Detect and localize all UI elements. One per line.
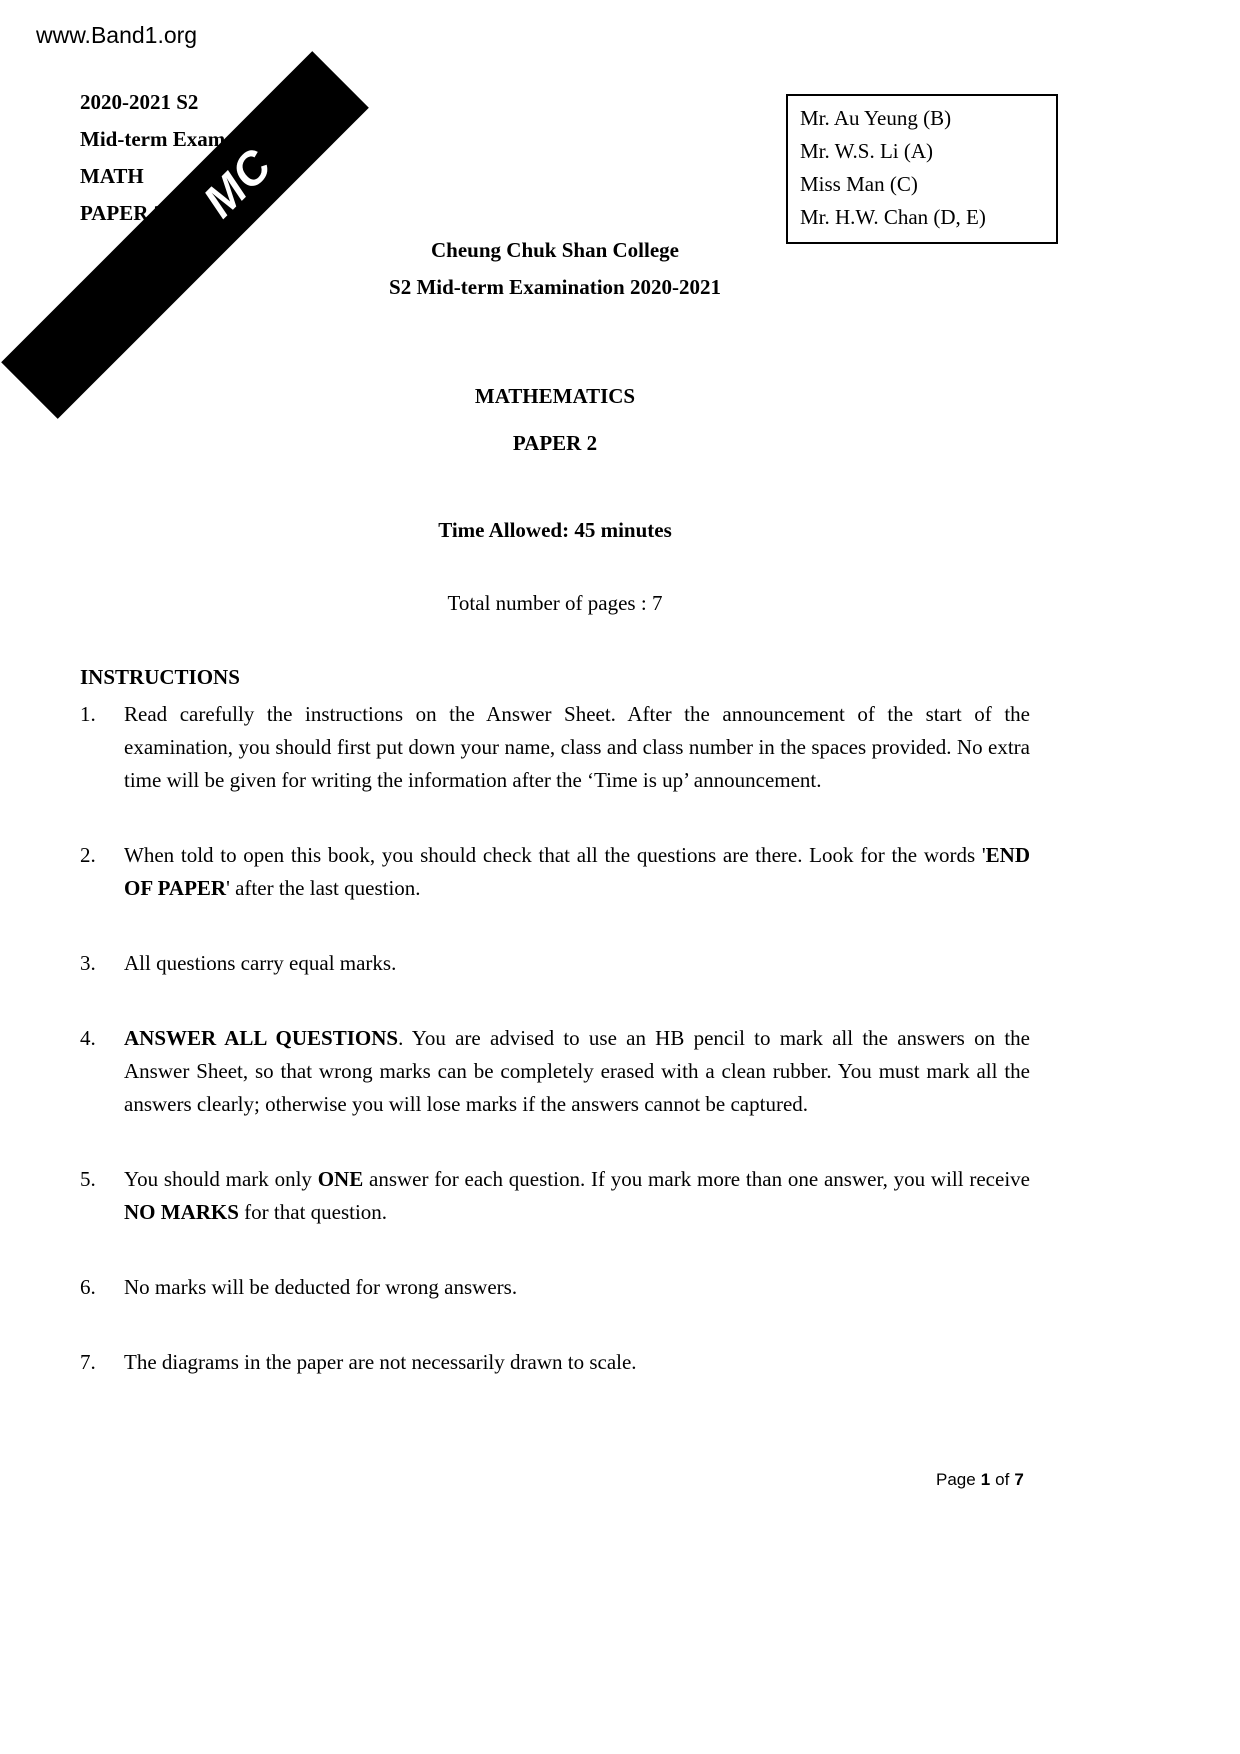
college-name: Cheung Chuk Shan College [431, 238, 679, 262]
corner-exam-info [80, 84, 225, 232]
teacher-name: Mr. Au Yeung (B) [800, 106, 952, 130]
instructions-list [80, 698, 1030, 1379]
instruction-item [80, 947, 1030, 980]
instruction-text: You should mark only ONE answer for each question. If you mark more than one answer, you will receive NO MARKS for that question. [124, 1167, 1030, 1224]
instruction-number: 3. [80, 951, 96, 975]
instruction-text: No marks will be deducted for wrong answers. [124, 1275, 518, 1299]
instruction-text: All questions carry equal marks. [124, 951, 397, 975]
instruction-number: 6. [80, 1275, 96, 1299]
footer-total-pages: 7 [1014, 1470, 1024, 1489]
instruction-number: 5. [80, 1167, 96, 1191]
instruction-number: 7. [80, 1350, 96, 1374]
teacher-name: Mr. W.S. Li (A) [800, 139, 934, 163]
subject-title: MATHEMATICS [474, 384, 636, 408]
instruction-text: Read carefully the instructions on the Answer Sheet. After the announcement of the start of the examination, you should first put down your name, class and class number in the spaces provided. No extra time will be given for writing the information after the ‘Time is up’ announcement. [124, 702, 1030, 792]
instruction-item [80, 698, 1030, 797]
paper-title: PAPER 2 [512, 431, 598, 455]
instruction-number: 1. [80, 702, 96, 726]
total-pages: Total number of pages : 7 [447, 591, 663, 615]
instructions-heading: INSTRUCTIONS [80, 665, 240, 689]
ribbon-label: MC [192, 138, 282, 228]
instruction-item [80, 839, 1030, 905]
instruction-text: ANSWER ALL QUESTIONS. You are advised to use an HB pencil to mark all the answers on the Answer Sheet, so that wrong marks can be completely erased with a clean rubber. You must mark all the answers clearly; otherwise you will lose marks if the answers cannot be captured. [124, 1026, 1030, 1116]
time-allowed: Time Allowed: 45 minutes [438, 518, 672, 542]
exam-title: S2 Mid-term Examination 2020-2021 [389, 275, 721, 299]
footer-of-label: of [995, 1470, 1010, 1489]
page-footer [936, 1470, 1024, 1490]
main-content [80, 234, 1030, 1379]
instruction-item [80, 1022, 1030, 1121]
corner-line-subject: MATH [80, 164, 144, 188]
instruction-number: 4. [80, 1026, 96, 1050]
corner-line-year: 2020-2021 S2 [80, 90, 199, 114]
teacher-name: Miss Man (C) [800, 172, 918, 196]
footer-page-number: 1 [980, 1470, 991, 1489]
instruction-text: The diagrams in the paper are not necessarily drawn to scale. [124, 1350, 637, 1374]
instruction-text: When told to open this book, you should check that all the questions are there. Look for the words 'END OF PAPER' after the last question. [124, 843, 1030, 900]
corner-line-exam: Mid-term Exam [80, 127, 226, 151]
instruction-item [80, 1271, 1030, 1304]
footer-page-label: Page [936, 1470, 976, 1489]
teacher-name: Mr. H.W. Chan (D, E) [800, 205, 986, 229]
watermark-text: www.Band1.org [36, 22, 198, 48]
corner-line-paper: PAPER 2 [80, 201, 165, 225]
instruction-item [80, 1163, 1030, 1229]
instruction-number: 2. [80, 843, 96, 867]
instruction-item [80, 1346, 1030, 1379]
teacher-list-box [786, 94, 1058, 244]
